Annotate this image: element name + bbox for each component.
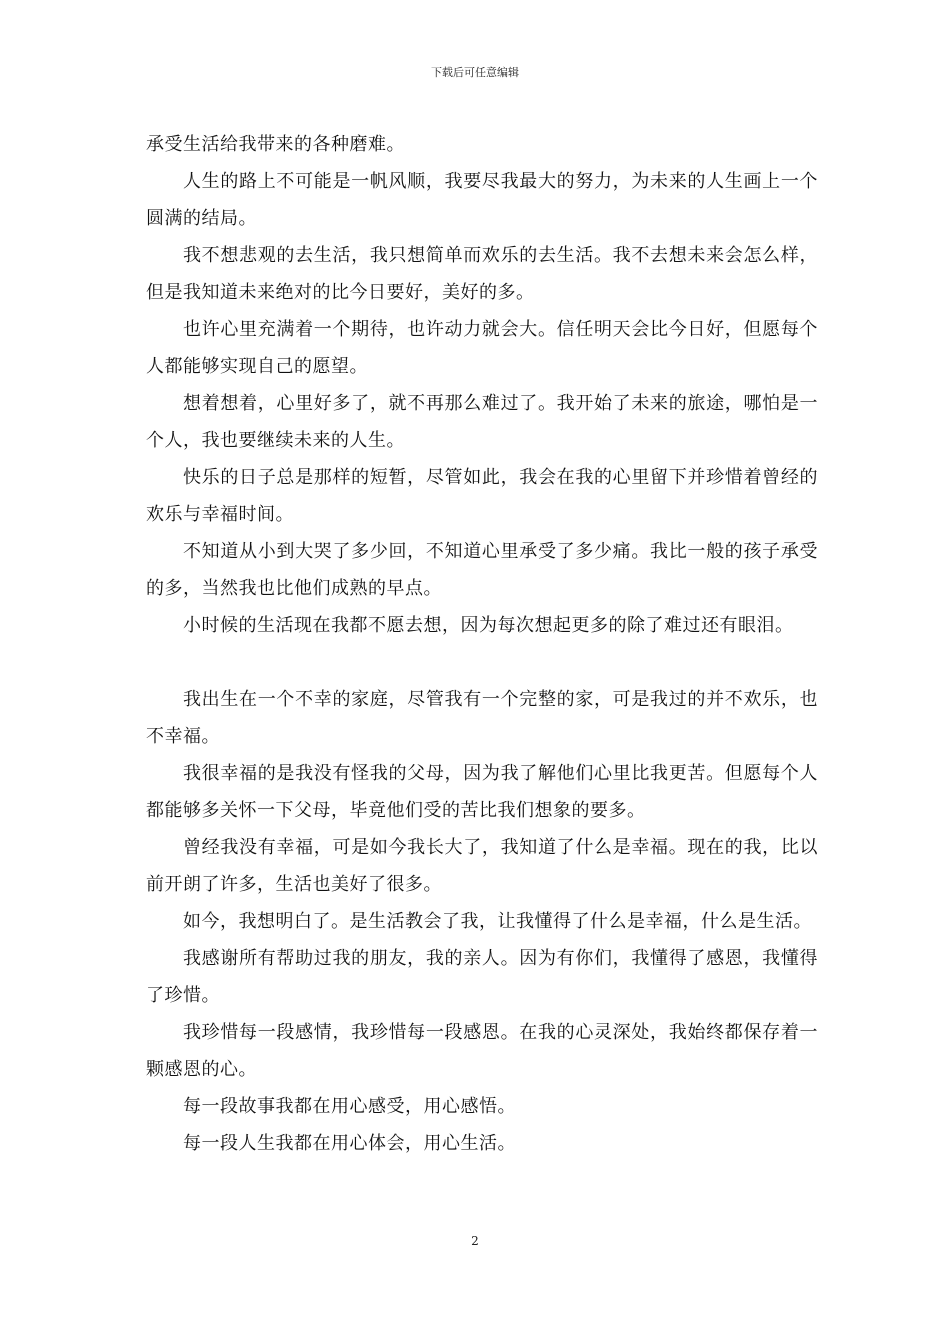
paragraph: 想着想着，心里好多了，就不再那么难过了。我开始了未来的旅途，哪怕是一个人，我也要继续未来的人生。 bbox=[146, 393, 818, 451]
paragraph: 如今，我想明白了。是生活教会了我，让我懂得了什么是幸福，什么是生活。 bbox=[183, 911, 812, 932]
paragraph: 我不想悲观的去生活，我只想简单而欢乐的去生活。我不去想未来会怎么样，但是我知道未来绝对的比今日要好，美好的多。 bbox=[146, 245, 818, 303]
page-header: 下载后可任意编辑 bbox=[431, 66, 519, 79]
paragraph: 曾经我没有幸福，可是如今我长大了，我知道了什么是幸福。现在的我，比以前开朗了许多，生活也美好了很多。 bbox=[146, 837, 818, 895]
paragraph: 我出生在一个不幸的家庭，尽管我有一个完整的家，可是我过的并不欢乐，也不幸福。 bbox=[146, 689, 818, 747]
page-number: 2 bbox=[471, 1234, 479, 1248]
paragraph: 我很幸福的是我没有怪我的父母，因为我了解他们心里比我更苦。但愿每个人都能够多关怀一下父母，毕竟他们受的苦比我们想象的要多。 bbox=[146, 763, 818, 821]
paragraph: 每一段故事我都在用心感受，用心感悟。 bbox=[183, 1096, 516, 1117]
paragraph: 我珍惜每一段感情，我珍惜每一段感恩。在我的心灵深处，我始终都保存着一颗感恩的心。 bbox=[146, 1022, 818, 1080]
paragraph: 小时候的生活现在我都不愿去想，因为每次想起更多的除了难过还有眼泪。 bbox=[183, 615, 794, 636]
paragraph-continued: 承受生活给我带来的各种磨难。 bbox=[146, 134, 405, 155]
paragraph: 我感谢所有帮助过我的朋友，我的亲人。因为有你们，我懂得了感恩，我懂得了珍惜。 bbox=[146, 948, 818, 1006]
document-body bbox=[146, 126, 818, 1162]
paragraph: 不知道从小到大哭了多少回，不知道心里承受了多少痛。我比一般的孩子承受的多，当然我也比他们成熟的早点。 bbox=[146, 541, 818, 599]
paragraph: 也许心里充满着一个期待，也许动力就会大。信任明天会比今日好，但愿每个人都能够实现自己的愿望。 bbox=[146, 319, 818, 377]
paragraph: 快乐的日子总是那样的短暂，尽管如此，我会在我的心里留下并珍惜着曾经的欢乐与幸福时间。 bbox=[146, 467, 818, 525]
blank-line bbox=[146, 644, 818, 681]
paragraph: 每一段人生我都在用心体会，用心生活。 bbox=[183, 1133, 516, 1154]
paragraph: 人生的路上不可能是一帆风顺，我要尽我最大的努力，为未来的人生画上一个圆满的结局。 bbox=[146, 171, 818, 229]
